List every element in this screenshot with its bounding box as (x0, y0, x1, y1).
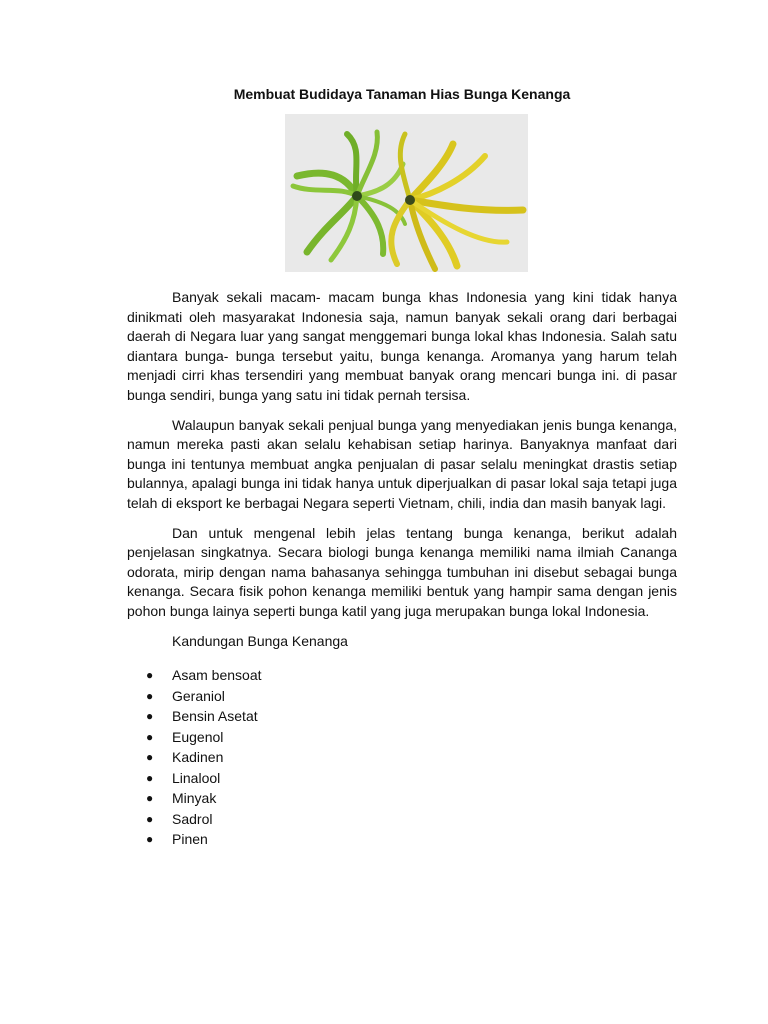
list-item-label: Minyak (172, 790, 217, 807)
list-item (127, 665, 677, 686)
ingredients-list (127, 665, 677, 850)
bullet-icon: ● (146, 709, 154, 724)
list-item (127, 829, 677, 850)
list-item-label: Pinen (172, 831, 208, 848)
list-item-label: Kadinen (172, 749, 224, 766)
list-item-label: Asam bensoat (172, 667, 262, 684)
list-heading: Kandungan Bunga Kenanga (172, 632, 348, 649)
list-item-label: Geraniol (172, 687, 225, 704)
list-item (127, 706, 677, 727)
bullet-icon: ● (146, 668, 154, 683)
flower-illustration (285, 114, 528, 272)
list-item-label: Linalool (172, 769, 221, 786)
list-item (127, 686, 677, 707)
document-body (127, 288, 677, 850)
list-item (127, 747, 677, 768)
paragraph-3: Dan untuk mengenal lebih jelas tentang bunga kenanga, berikut adalah penjelasan singkatnya. Secara biologi bunga kenanga memiliki nama ilmiah Cananga odorata, mirip dengan nama bahasanya sehingga tumbuhan ini disebut sebagai bunga kenanga. Secara fisik pohon kenanga memiliki bentuk yang hampir sama dengan jenis pohon bunga lainya seperti bunga katil yang juga merupakan bunga lokal Indonesia. (127, 524, 677, 619)
kenanga-flower-image (285, 114, 528, 272)
bullet-icon: ● (146, 811, 154, 826)
bullet-icon: ● (146, 770, 154, 785)
bullet-icon: ● (146, 729, 154, 744)
list-item (127, 788, 677, 809)
document-title: Membuat Budidaya Tanaman Hias Bunga Kenanga (233, 86, 571, 102)
bullet-icon: ● (146, 791, 154, 806)
list-item (127, 809, 677, 830)
bullet-icon: ● (146, 750, 154, 765)
paragraph-1: Banyak sekali macam- macam bunga khas Indonesia yang kini tidak hanya dinikmati oleh masyarakat Indonesia saja, namun banyak sekali orang dari berbagai daerah di Negara luar yang sangat menggemari bunga lokal khas Indonesia. Salah satu diantara bunga- bunga tersebut yaitu, bunga kenanga. Aromanya yang harum telah menjadi cirri khas tersendiri yang membuat banyak orang mencari bunga ini. di pasar bunga sendiri, bunga yang satu ini tidak pernah tersisa. (127, 289, 677, 403)
paragraph-2: Walaupun banyak sekali penjual bunga yang menyediakan jenis bunga kenanga, namun mereka pasti akan selalu kehabisan setiap harinya. Banyaknya manfaat dari bunga ini tentunya membuat angka penjualan di pasar selalu meningkat drastis setiap bulannya, apalagi bunga ini tidak hanya untuk diperjualkan di pasar lokal saja tetapi juga telah di eksport ke berbagai Negara seperti Vietnam, chili, india dan masih banyak lagi. (127, 416, 677, 511)
list-item-label: Sadrol (172, 810, 213, 827)
bullet-icon: ● (146, 832, 154, 847)
list-item-label: Eugenol (172, 728, 224, 745)
list-item (127, 727, 677, 748)
list-item (127, 768, 677, 789)
list-item-label: Bensin Asetat (172, 708, 258, 725)
bullet-icon: ● (146, 688, 154, 703)
